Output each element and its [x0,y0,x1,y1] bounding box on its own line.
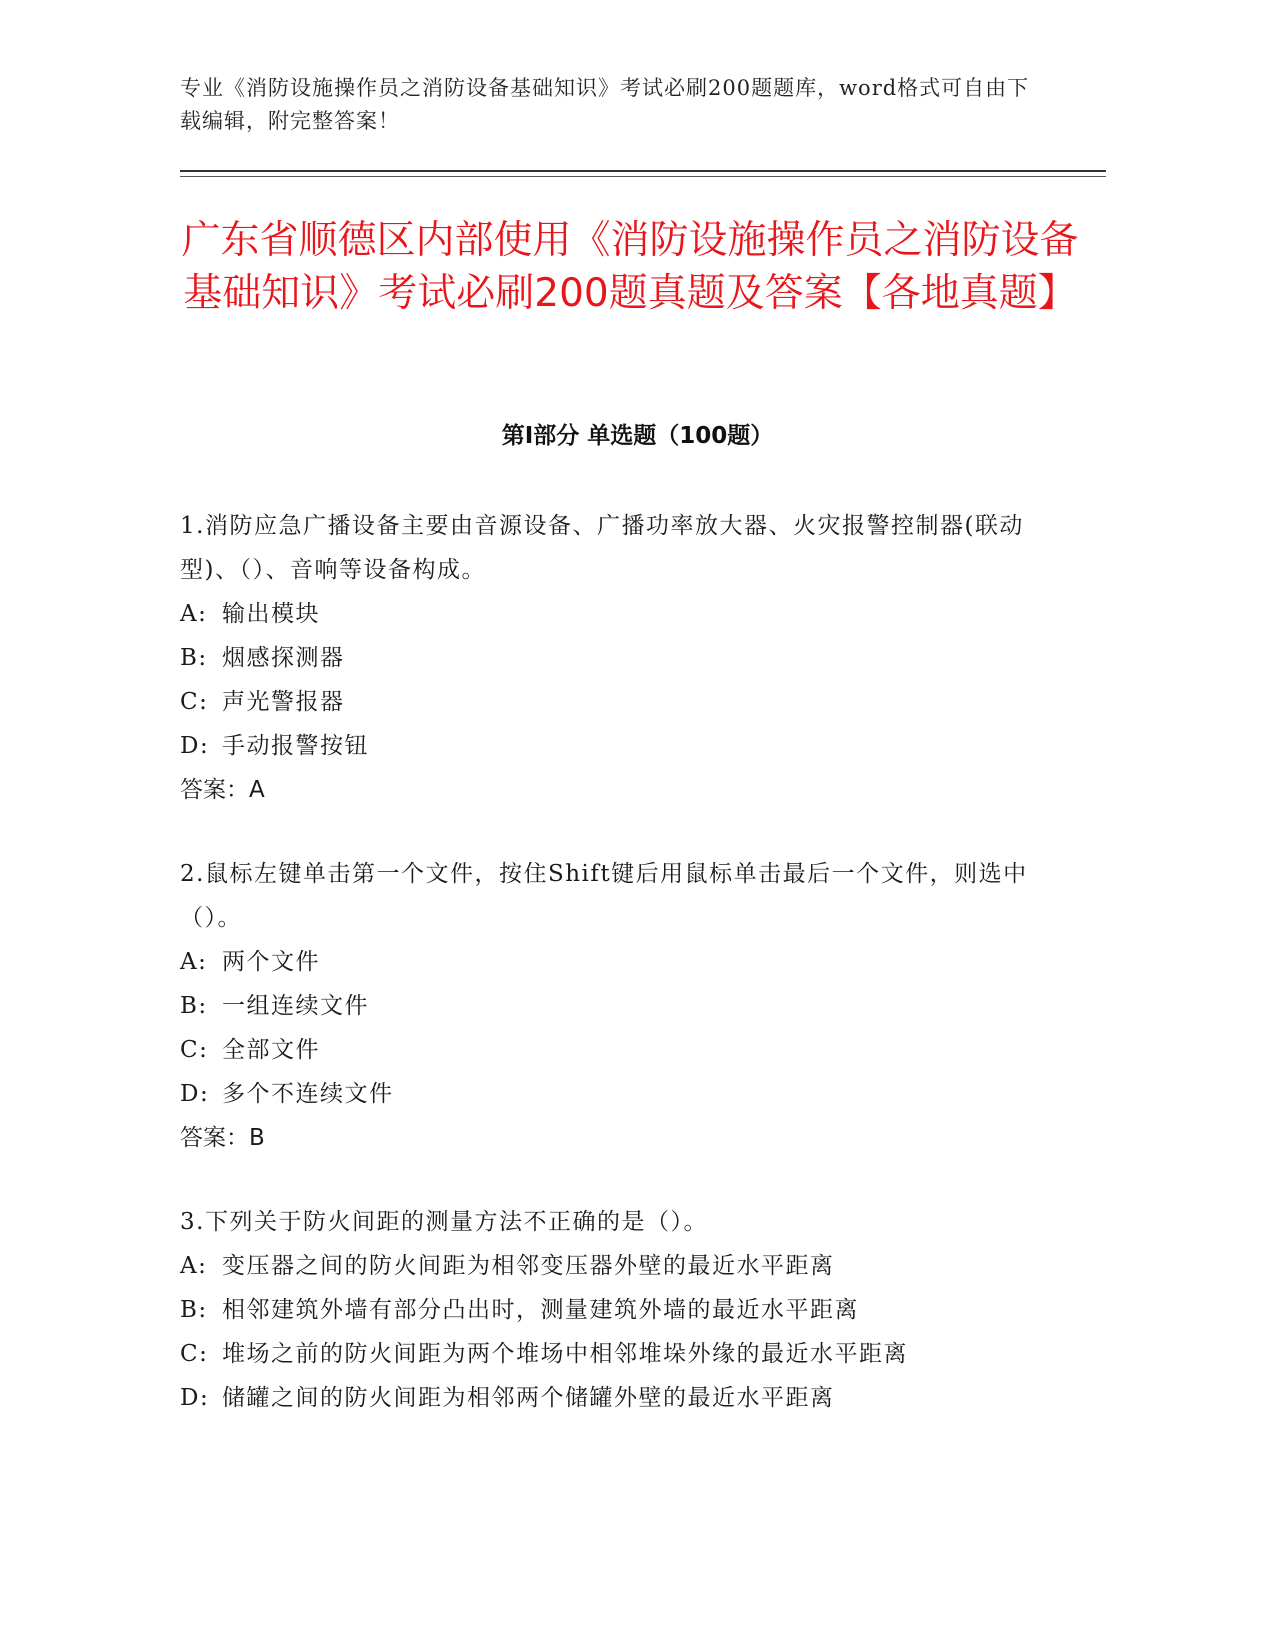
header-divider-thick [180,170,1106,172]
option-b [180,636,1030,680]
option-letter: D: [180,733,210,759]
option-letter: C: [180,1037,209,1063]
header-divider-thin [180,176,1106,177]
option-text: 烟感探测器 [222,645,345,671]
answer-line [180,1116,1030,1160]
option-text: 全部文件 [222,1037,320,1063]
option-letter: A: [180,1253,208,1279]
option-letter: D: [180,1385,210,1411]
answer-label: 答案： [180,777,249,803]
option-d [180,1072,1030,1116]
option-b [180,984,1030,1028]
question-stem: 2.鼠标左键单击第一个文件，按住Shift键后用鼠标单击最后一个文件，则选中（）。 [180,861,1028,931]
question-list [180,504,1030,1460]
option-letter: B: [180,1297,208,1323]
option-letter: C: [180,689,209,715]
option-text: 两个文件 [222,949,320,975]
option-letter: B: [180,645,208,671]
answer-value: A [249,777,265,803]
option-letter: D: [180,1081,210,1107]
option-text: 堆场之前的防火间距为两个堆场中相邻堆垛外缘的最近水平距离 [222,1341,908,1367]
option-text: 声光警报器 [222,689,345,715]
section-heading: 第I部分 单选题（100题） [501,423,774,449]
option-letter: A: [180,601,208,627]
option-letter: B: [180,993,208,1019]
question-stem: 3.下列关于防火间距的测量方法不正确的是（）。 [180,1209,708,1235]
question-1 [180,504,1030,812]
option-letter: A: [180,949,208,975]
option-text: 储罐之间的防火间距为相邻两个储罐外壁的最近水平距离 [222,1385,835,1411]
header-note: 专业《消防设施操作员之消防设备基础知识》考试必刷200题题库，word格式可自由下载编辑，附完整答案！ [180,76,1030,133]
option-text: 相邻建筑外墙有部分凸出时，测量建筑外墙的最近水平距离 [222,1297,859,1323]
option-c [180,680,1030,724]
option-d [180,1376,1030,1420]
answer-value: B [249,1125,265,1151]
question-2 [180,852,1030,1160]
question-stem: 1.消防应急广播设备主要由音源设备、广播功率放大器、火灾报警控制器(联动型)、（）、音响等设备构成。 [180,513,1024,583]
option-text: 输出模块 [222,601,320,627]
option-text: 变压器之间的防火间距为相邻变压器外壁的最近水平距离 [222,1253,835,1279]
option-a [180,1244,1030,1288]
answer-line [180,768,1030,812]
option-d [180,724,1030,768]
option-text: 手动报警按钮 [222,733,369,759]
option-c [180,1332,1030,1376]
option-a [180,592,1030,636]
option-letter: C: [180,1341,209,1367]
option-text: 一组连续文件 [222,993,369,1019]
option-b [180,1288,1030,1332]
document-title: 广东省顺德区内部使用《消防设施操作员之消防设备基础知识》考试必刷200题真题及答案【各地真题】 [181,218,1079,316]
answer-label: 答案： [180,1125,249,1151]
option-c [180,1028,1030,1072]
option-a [180,940,1030,984]
option-text: 多个不连续文件 [222,1081,394,1107]
question-3 [180,1200,1030,1420]
